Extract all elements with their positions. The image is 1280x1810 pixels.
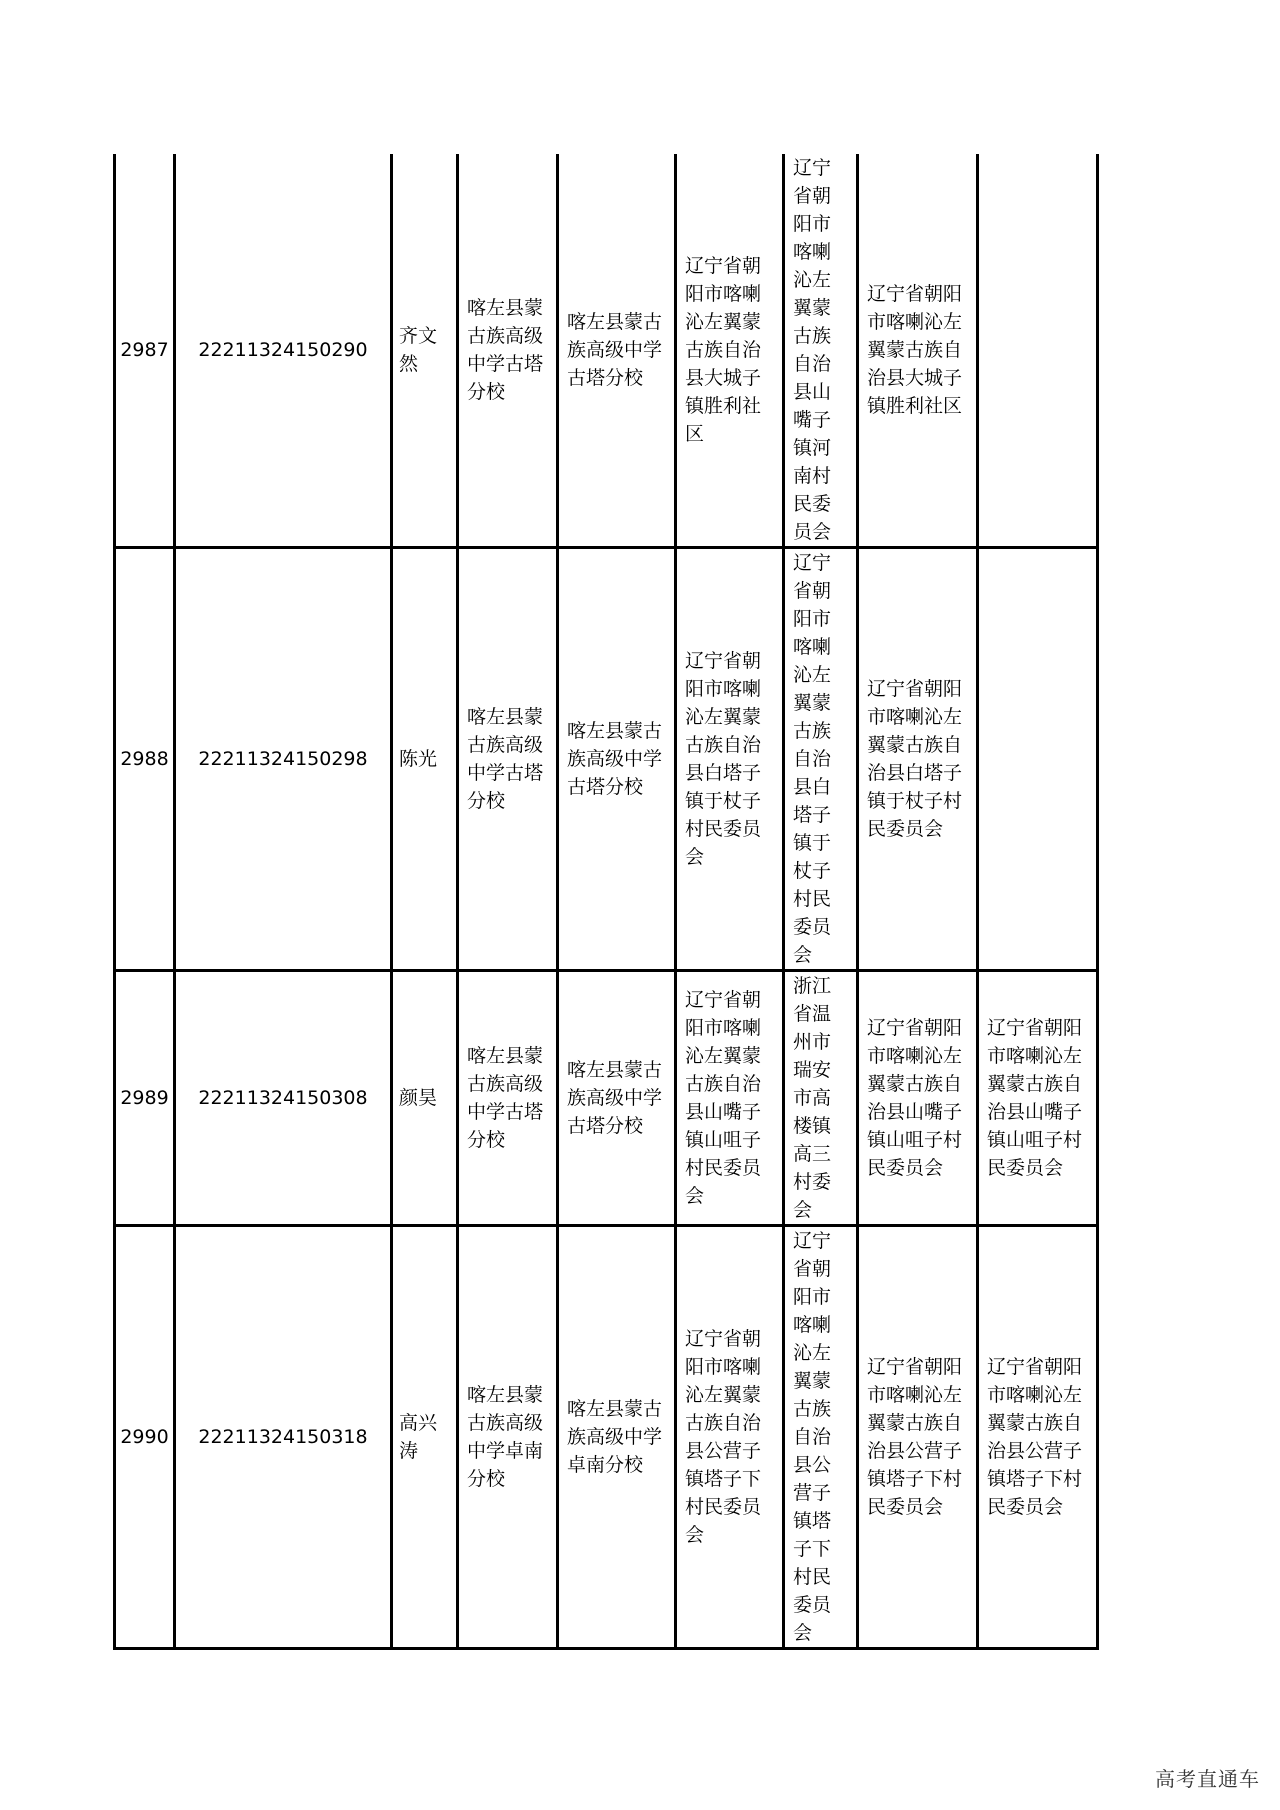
address2-cell: 辽宁省朝阳市喀喇沁左翼蒙古族自治县山嘴子镇河南村民委员会 — [784, 154, 858, 548]
school-cell: 喀左县蒙古族高级中学古塔分校 — [458, 548, 558, 971]
address3-cell: 辽宁省朝阳市喀喇沁左翼蒙古族自治县大城子镇胜利社区 — [858, 154, 978, 548]
address4-cell — [978, 548, 1098, 971]
table-row — [115, 154, 1098, 548]
name-cell: 颜昊 — [392, 971, 458, 1226]
address3-cell: 辽宁省朝阳市喀喇沁左翼蒙古族自治县白塔子镇于杖子村民委员会 — [858, 548, 978, 971]
address3-cell: 辽宁省朝阳市喀喇沁左翼蒙古族自治县公营子镇塔子下村民委员会 — [858, 1226, 978, 1649]
table-row — [115, 1226, 1098, 1649]
name-cell: 陈光 — [392, 548, 458, 971]
address3-cell: 辽宁省朝阳市喀喇沁左翼蒙古族自治县山嘴子镇山咀子村民委员会 — [858, 971, 978, 1226]
school-cell: 喀左县蒙古族高级中学古塔分校 — [458, 971, 558, 1226]
table-row — [115, 971, 1098, 1226]
name-cell: 高兴涛 — [392, 1226, 458, 1649]
name-cell: 齐文然 — [392, 154, 458, 548]
address1-cell: 辽宁省朝阳市喀喇沁左翼蒙古族自治县山嘴子镇山咀子村民委员会 — [676, 971, 784, 1226]
school-full-cell: 喀左县蒙古族高级中学卓南分校 — [558, 1226, 676, 1649]
address2-cell: 浙江省温州市瑞安市高楼镇高三村委会 — [784, 971, 858, 1226]
address2-cell: 辽宁省朝阳市喀喇沁左翼蒙古族自治县公营子镇塔子下村民委员会 — [784, 1226, 858, 1649]
address4-cell: 辽宁省朝阳市喀喇沁左翼蒙古族自治县公营子镇塔子下村民委员会 — [978, 1226, 1098, 1649]
school-full-cell: 喀左县蒙古族高级中学古塔分校 — [558, 154, 676, 548]
address2-cell: 辽宁省朝阳市喀喇沁左翼蒙古族自治县白塔子镇于杖子村民委员会 — [784, 548, 858, 971]
seq-cell: 2988 — [115, 548, 175, 971]
address4-cell: 辽宁省朝阳市喀喇沁左翼蒙古族自治县山嘴子镇山咀子村民委员会 — [978, 971, 1098, 1226]
watermark: 高考直通车 — [1155, 1767, 1260, 1791]
school-cell: 喀左县蒙古族高级中学卓南分校 — [458, 1226, 558, 1649]
school-full-cell: 喀左县蒙古族高级中学古塔分校 — [558, 548, 676, 971]
address4-cell — [978, 154, 1098, 548]
seq-cell: 2989 — [115, 971, 175, 1226]
id-cell: 22211324150290 — [175, 154, 392, 548]
id-cell: 22211324150298 — [175, 548, 392, 971]
address1-cell: 辽宁省朝阳市喀喇沁左翼蒙古族自治县白塔子镇于杖子村民委员会 — [676, 548, 784, 971]
seq-cell: 2990 — [120, 1426, 169, 1448]
address1-cell: 辽宁省朝阳市喀喇沁左翼蒙古族自治县大城子镇胜利社区 — [676, 154, 784, 548]
id-cell: 22211324150308 — [175, 971, 392, 1226]
school-full-cell: 喀左县蒙古族高级中学古塔分校 — [558, 971, 676, 1226]
school-cell: 喀左县蒙古族高级中学古塔分校 — [458, 154, 558, 548]
candidate-table — [113, 154, 1099, 1650]
table-row — [115, 548, 1098, 971]
seq-cell: 2987 — [115, 154, 175, 548]
address1-cell: 辽宁省朝阳市喀喇沁左翼蒙古族自治县公营子镇塔子下村民委员会 — [676, 1226, 784, 1649]
id-cell: 22211324150318 — [175, 1226, 392, 1649]
